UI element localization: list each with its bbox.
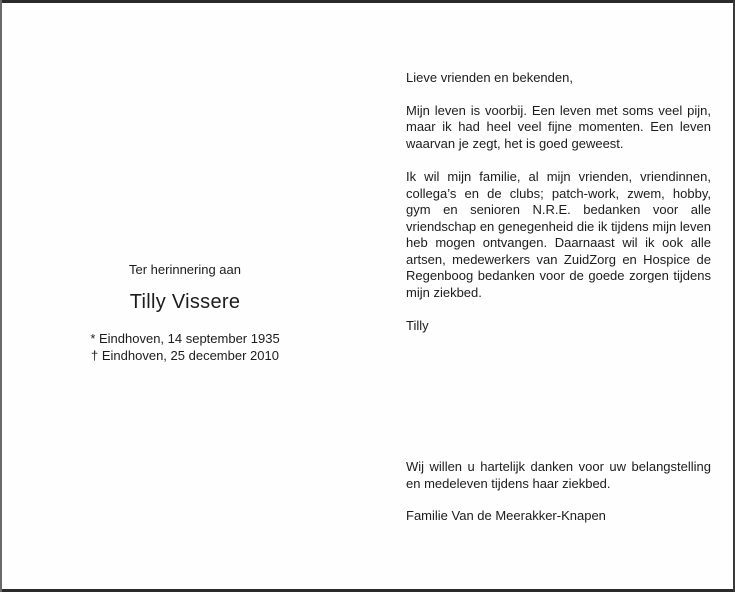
memorial-dates bbox=[0, 330, 370, 364]
thanks-text: Wij willen u hartelijk danken voor uw belangstelling en medeleven tijdens haar ziekbed. bbox=[406, 459, 711, 491]
thanks-panel bbox=[406, 459, 711, 525]
letter-signature: Tilly bbox=[406, 318, 429, 333]
family-signature: Familie Van de Meerakker-Knapen bbox=[406, 508, 606, 523]
letter-panel bbox=[406, 70, 711, 335]
memorial-left-panel bbox=[0, 262, 370, 364]
letter-greeting: Lieve vrienden en bekenden, bbox=[406, 70, 573, 85]
deceased-name: Tilly Vissere bbox=[129, 291, 241, 313]
memorial-intro: Ter herinnering aan bbox=[128, 262, 242, 277]
card-top-edge bbox=[0, 0, 735, 3]
letter-paragraph-1: Mijn leven is voorbij. Een leven met soms veel pijn, maar ik had heel veel fijne momenten. Een leven waarvan je zegt, het is goed geweest. bbox=[406, 102, 711, 151]
birth-date: * Eindhoven, 14 september 1935 bbox=[90, 331, 280, 346]
death-date: † Eindhoven, 25 december 2010 bbox=[91, 348, 279, 363]
letter-paragraph-2: Ik wil mijn familie, al mijn vrienden, vriendinnen, collega’s en de clubs; patch-work, zwem, hobby, gym en senioren N.R.E. bedanken voor alle vriendschap en genegenheid die ik tijdens mijn leven heb mogen ontvangen. Daarnaast wil ik ook alle artsen, medewerkers van ZuidZorg en Hospice de Regenboog bedanken voor de goede zorgen tijdens mijn ziekbed. bbox=[406, 169, 711, 300]
